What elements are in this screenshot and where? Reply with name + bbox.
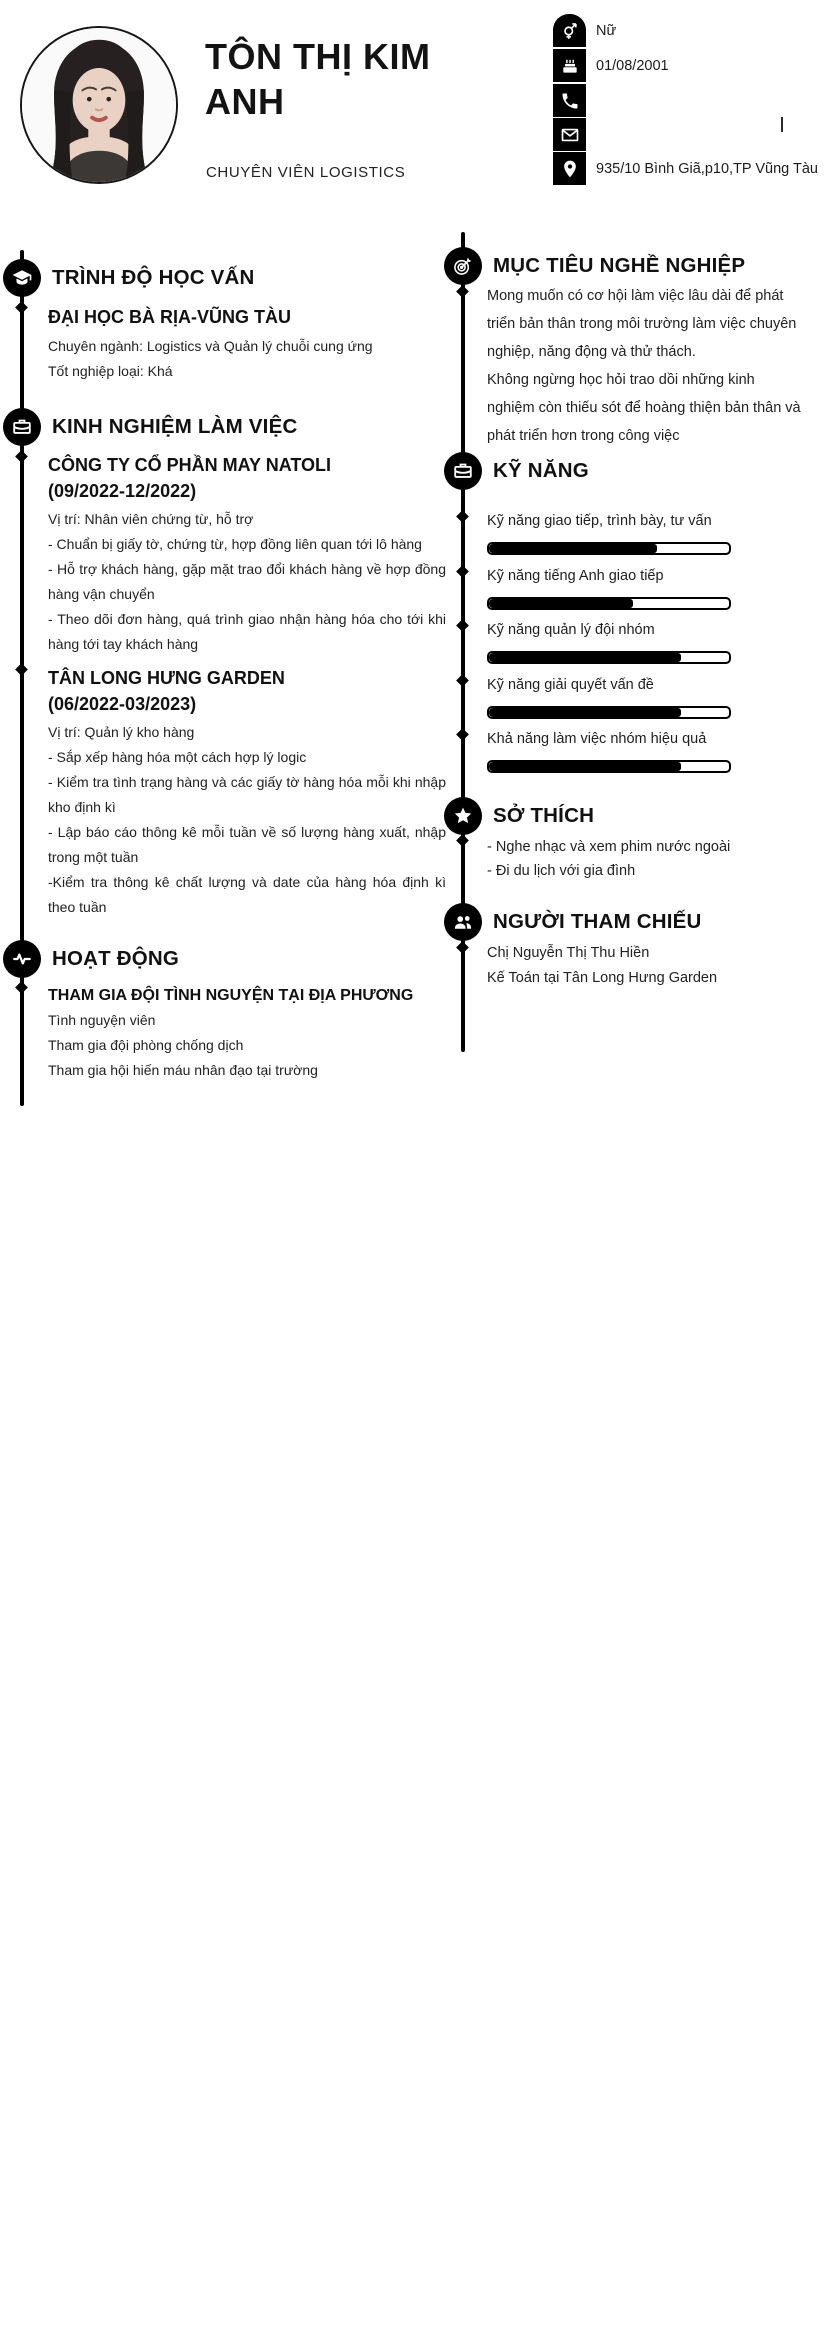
section-references [444, 903, 702, 941]
star-icon [444, 797, 482, 835]
text-cursor [781, 117, 783, 132]
skill-bar [487, 651, 731, 664]
activity-pulse-icon [3, 940, 41, 978]
location-icon [553, 152, 586, 185]
job-bullet: - Sắp xếp hàng hóa một cách hợp lý logic [48, 749, 307, 765]
school-name: ĐẠI HỌC BÀ RỊA-VŨNG TÀU [48, 307, 291, 327]
job-company: TÂN LONG HƯNG GARDEN [48, 668, 285, 688]
education-major: Chuyên ngành: Logistics và Quản lý chuỗi cung ứng [48, 338, 373, 354]
skill-bar-fill [489, 653, 681, 662]
section-title-activities: HOẠT ĐỘNG [52, 947, 180, 970]
email-icon [553, 118, 586, 151]
education-entry [48, 304, 446, 384]
section-skills [444, 452, 589, 490]
timeline-diamond [456, 565, 469, 578]
skill-bar [487, 760, 731, 773]
briefcase-icon [3, 408, 41, 446]
skill-item [487, 567, 802, 610]
profile-photo-illustration [22, 28, 176, 182]
timeline-diamond [15, 301, 28, 314]
skill-item [487, 676, 802, 719]
timeline-diamond [15, 663, 28, 676]
graduation-cap-icon [3, 259, 41, 297]
timeline-diamond [456, 674, 469, 687]
contact-row-phone [553, 84, 596, 117]
activity-item: Tham gia đội phòng chống dịch [48, 1037, 244, 1053]
target-icon [444, 247, 482, 285]
skill-label: Kỹ năng giải quyết vấn đề [487, 677, 654, 693]
timeline-diamond [456, 941, 469, 954]
timeline-diamond [15, 981, 28, 994]
hobby-item: - Đi du lịch với gia đình [487, 863, 636, 879]
job-bullet: - Chuẩn bị giấy tờ, chứng từ, hợp đồng liên quan tới lô hàng [48, 536, 422, 552]
timeline-diamond [456, 728, 469, 741]
skill-bar-fill [489, 708, 681, 717]
skill-bar-fill [489, 599, 633, 608]
objective-text-line: Mong muốn có cơ hội làm việc lâu dài để phát triển bản thân trong môi trường làm việc chuyên nghiệp, năng động và thử thách. [487, 288, 797, 360]
section-title-experience: KINH NGHIỆM LÀM VIỆC [52, 415, 298, 438]
timeline-diamond [456, 510, 469, 523]
job-company: CÔNG TY CỔ PHẦN MAY NATOLI [48, 455, 332, 475]
reference-name: Chị Nguyễn Thị Thu Hiền [487, 945, 650, 961]
phone-icon [553, 84, 586, 117]
job-bullet: - Lập báo cáo thông kê mỗi tuần về số lượng hàng xuất, nhập trong một tuần [48, 824, 446, 865]
hobby-item: - Nghe nhạc và xem phim nước ngoài [487, 839, 731, 855]
birthday-icon [553, 49, 586, 82]
skill-item [487, 730, 802, 773]
hobbies-entry [487, 835, 802, 883]
section-title-education: TRÌNH ĐỘ HỌC VẤN [52, 266, 255, 289]
timeline-diamond [15, 450, 28, 463]
contact-row-birthday [553, 49, 669, 82]
skill-bar-fill [489, 762, 681, 771]
profile-photo [20, 26, 178, 184]
job-bullet: - Hỗ trợ khách hàng, gặp mặt trao đổi khách hàng về hợp đồng hàng vận chuyển [48, 561, 446, 602]
activities-entry [48, 984, 446, 1083]
job-bullet: - Kiểm tra tình trạng hàng và các giấy tờ hàng hóa mỗi khi nhập kho định kì [48, 774, 446, 815]
skill-bar [487, 706, 731, 719]
contact-row-address [553, 152, 818, 185]
objective-entry [487, 282, 802, 450]
timeline-diamond [456, 834, 469, 847]
activities-heading: THAM GIA ĐỘI TÌNH NGUYỆN TẠI ĐỊA PHƯƠNG [48, 987, 414, 1004]
reference-role: Kế Toán tại Tân Long Hưng Garden [487, 970, 718, 986]
skill-label: Kỹ năng giao tiếp, trình bày, tư vấn [487, 513, 712, 529]
section-title-hobbies: SỞ THÍCH [493, 804, 595, 827]
job-period: (06/2022-03/2023) [48, 694, 197, 714]
section-education [3, 259, 255, 297]
job-entry [48, 452, 446, 657]
skill-label: Kỹ năng quản lý đội nhóm [487, 622, 655, 638]
contact-row-gender [553, 14, 616, 47]
job-period: (09/2022-12/2022) [48, 481, 197, 501]
job-role: Vị trí: Quản lý kho hàng [48, 724, 195, 740]
candidate-job-title: CHUYÊN VIÊN LOGISTICS [206, 164, 406, 181]
section-title-objective: MỤC TIÊU NGHỀ NGHIỆP [493, 254, 746, 277]
timeline-diamond [456, 285, 469, 298]
references-entry [487, 941, 802, 991]
skill-item [487, 621, 802, 664]
job-role: Vị trí: Nhân viên chứng từ, hỗ trợ [48, 511, 254, 527]
objective-text-line: Không ngừng học hỏi trao dồi những kinh nghiệm còn thiếu sót để hoàng thiện bản thân và phát triển hơn trong công việc [487, 372, 801, 444]
education-grade: Tốt nghiệp loại: Khá [48, 363, 173, 379]
section-title-skills: KỸ NĂNG [493, 459, 589, 482]
job-bullet: -Kiểm tra thông kê chất lượng và date của hàng hóa định kì theo tuần [48, 874, 446, 915]
job-bullet: - Theo dõi đơn hàng, quá trình giao nhận hàng hóa cho tới khi hàng tới tay khách hàng [48, 611, 446, 652]
section-hobbies [444, 797, 594, 835]
skill-label: Khả năng làm việc nhóm hiệu quả [487, 731, 707, 747]
section-title-references: NGƯỜI THAM CHIẾU [493, 910, 702, 933]
people-icon [444, 903, 482, 941]
section-experience [3, 408, 297, 446]
activity-item: Tình nguyện viên [48, 1012, 156, 1028]
activity-item: Tham gia hội hiến máu nhân đạo tại trường [48, 1062, 318, 1078]
section-activities [3, 940, 179, 978]
skill-bar-fill [489, 544, 657, 553]
contact-value-birthday: 01/08/2001 [596, 57, 669, 74]
skills-briefcase-icon [444, 452, 482, 490]
section-objective [444, 247, 745, 285]
skill-item [487, 512, 802, 555]
contact-value-gender: Nữ [596, 22, 617, 39]
timeline-diamond [456, 619, 469, 632]
contact-value-address: 935/10 Bình Giã,p10,TP Vũng Tàu [596, 160, 818, 177]
candidate-name: TÔN THỊ KIM ANH [205, 36, 431, 122]
skill-label: Kỹ năng tiếng Anh giao tiếp [487, 568, 664, 584]
skill-bar [487, 542, 731, 555]
job-entry [48, 665, 446, 920]
contact-row-email [553, 118, 596, 151]
skill-bar [487, 597, 731, 610]
gender-icon [553, 14, 586, 47]
